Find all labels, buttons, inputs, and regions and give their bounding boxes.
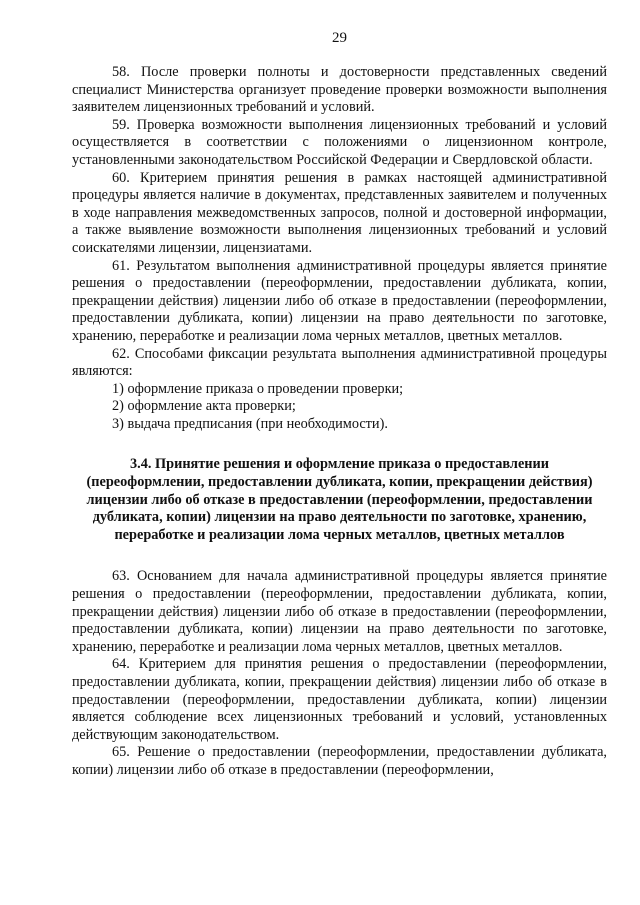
paragraph-60: 60. Критерием принятия решения в рамках настоящей административной процедуры является наличие в документах, представленных заявителем и полученных в ходе направления межведомственных запросов, полной и достоверной информации, а также выявление возможности выполнения лицензионных требований и условий соискателями лицензии, лицензиатами. [72,169,607,256]
paragraph-61: 61. Результатом выполнения административной процедуры является принятие решения о предоставлении (переоформлении, предоставлении дубликата, копии, прекращении действия) лицензии либо об отказе в предоставлении (переоформлении, предоставлении дубликата, копии) лицензии на право деятельности по заготовке, хранению, переработке и реализации лома черных металлов, цветных металлов. [72,257,607,344]
paragraph-59: 59. Проверка возможности выполнения лицензионных требований и условий осуществляется в соответствии с положениями о лицензионном контроле, установленными законодательством Российской Федерации и Свердловской области. [72,116,607,168]
section-heading: 3.4. Принятие решения и оформление приказа о предоставлении (переоформлении, предоставлении дубликата, копии, прекращении действия) лицензии либо об отказе в предоставлении (переоформлении, предоставлении дубликата, копии) лицензии на право деятельности по заготовке, хранению, переработке и реализации лома черных металлов, цветных металлов [86,456,593,543]
document-page [72,28,607,780]
paragraph-58: 58. После проверки полноты и достоверности представленных сведений специалист Министерства организует проведение проверки возможности выполнения заявителем лицензионных требований и условий. [72,64,607,116]
paragraph-63: 63. Основанием для начала административной процедуры является принятие решения о предоставлении (переоформлении, предоставлении дубликата, копии, прекращении действия) лицензии либо об отказе в предоставлении (переоформлении, предоставлении дубликата, копии) лицензии на право деятельности по заготовке, хранению, переработке и реализации лома черных металлов, цветных металлов. [72,568,607,655]
paragraph-62: 62. Способами фиксации результата выполнения административной процедуры являются: [72,345,607,380]
paragraph-64: 64. Критерием для принятия решения о предоставлении (переоформлении, предоставлении дубликата, копии, прекращении действия) лицензии либо об отказе в предоставлении (переоформлении, предоставлении дубликата, копии) лицензии является соблюдение всех лицензионных требований и условий, установленных действующим законодательством. [72,656,607,743]
list-item-1: 1) оформление приказа о проведении проверки; [112,380,404,397]
page-number: 29 [332,30,347,46]
list-item-2: 2) оформление акта проверки; [112,398,296,415]
list-item-3: 3) выдача предписания (при необходимости). [112,415,388,432]
paragraph-65: 65. Решение о предоставлении (переоформлении, предоставлении дубликата, копии) лицензии либо об отказе в предоставлении (переоформлении, [72,744,607,778]
